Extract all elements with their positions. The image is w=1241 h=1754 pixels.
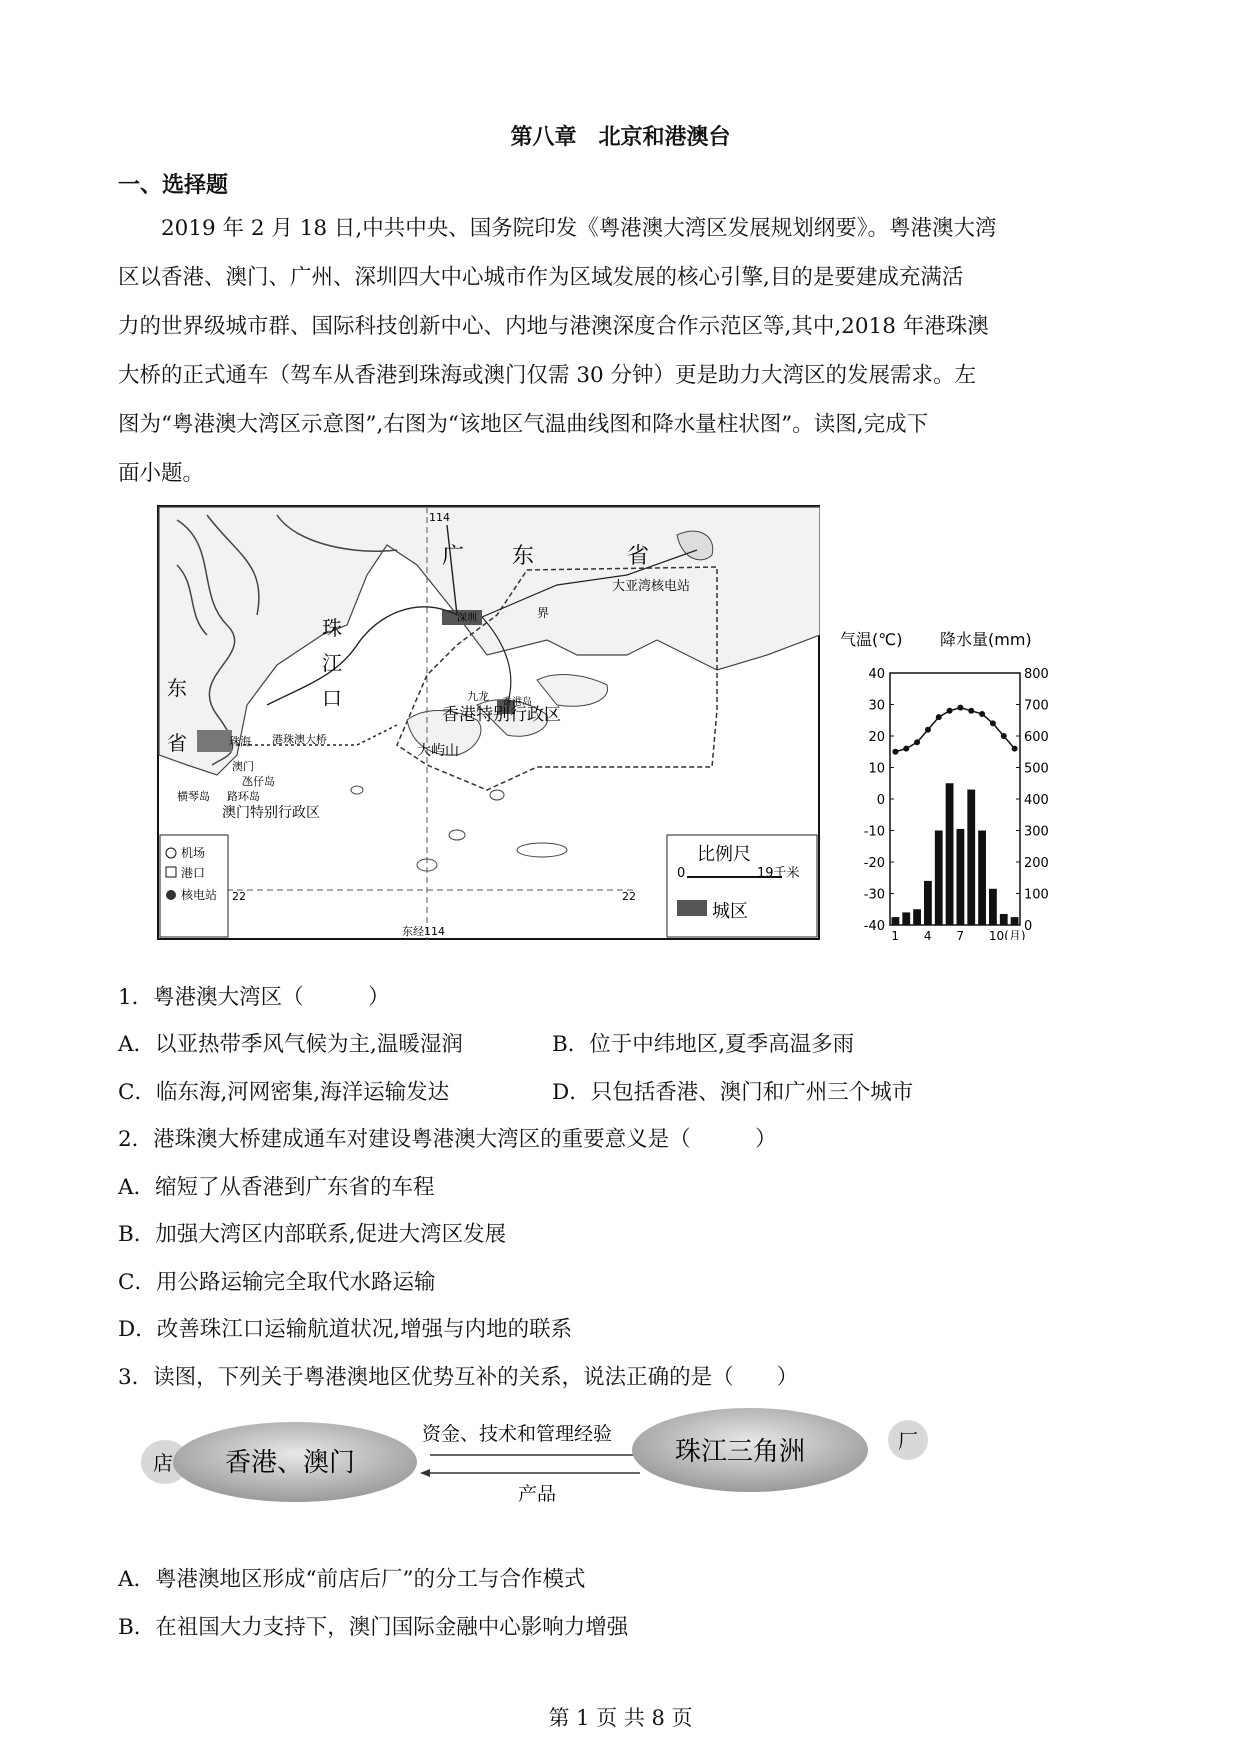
question-1: 1．粤港澳大湾区（ ）	[118, 985, 390, 1010]
intro-paragraph	[118, 204, 1128, 498]
q1-option-c[interactable]: C．临东海,河网密集,海洋运输发达	[118, 1080, 450, 1105]
temp-point	[925, 727, 931, 733]
temp-line	[895, 708, 1014, 752]
q2-option-d[interactable]: D．改善珠江口运输航道状况,增强与内地的联系	[118, 1317, 573, 1342]
precip-tick-label: 200	[1024, 856, 1049, 871]
intro-line-4: 大桥的正式通车（驾车从香港到珠海或澳门仅需 30 分钟）更是助力大湾区的发展需求。左	[118, 363, 977, 388]
map-label-east: 东	[167, 676, 187, 700]
temp-point	[990, 720, 996, 726]
temp-tick-label: 0	[876, 793, 885, 808]
map-label-shenzhen: 深圳	[457, 613, 477, 624]
intro-line-2: 区以香港、澳门、广州、深圳四大中心城市作为区域发展的核心引擎,目的是要建成充满活	[118, 265, 964, 290]
precip-bar	[924, 881, 932, 925]
temp-tick-label: -40	[863, 919, 885, 934]
q3-option-a[interactable]: A．粤港澳地区形成“前店后厂”的分工与合作模式	[118, 1567, 586, 1592]
map-label-hengqin: 横琴岛	[177, 790, 210, 803]
precip-bar	[935, 831, 943, 926]
month-tick-label: 1	[891, 929, 900, 940]
precip-tick-label: 100	[1024, 887, 1049, 903]
legend-nuclear: 核电站	[181, 888, 218, 902]
precip-tick-label: 400	[1024, 793, 1049, 808]
intro-line-6: 面小题。	[118, 461, 205, 486]
map-label-jie: 界	[537, 606, 550, 620]
hk-macau-oval: 香港、澳门	[225, 1448, 356, 1478]
intro-line-1: 2019 年 2 月 18 日,中共中央、国务院印发《粤港澳大湾区发展规划纲要》。粤港澳大湾	[161, 216, 997, 241]
temp-point	[968, 708, 974, 714]
month-tick-label: 10(月)	[988, 929, 1026, 940]
nuclear-plant-icon	[166, 890, 176, 900]
map-label-zhu: 珠	[322, 616, 342, 640]
precip-bar	[946, 783, 954, 925]
temp-point	[892, 749, 898, 755]
precip-bar	[967, 790, 975, 925]
section-heading: 一、选择题	[118, 172, 229, 198]
temp-tick-label: -30	[863, 887, 885, 903]
bay-area-map	[157, 505, 820, 940]
precip-tick-label: 0	[1024, 919, 1033, 934]
bottom-arrow-label: 产品	[518, 1483, 557, 1505]
parallel-right-label: 22	[622, 890, 636, 903]
q1-option-b[interactable]: B．位于中纬地区,夏季高温多雨	[552, 1032, 855, 1057]
q2-option-c[interactable]: C．用公路运输完全取代水路运输	[118, 1270, 436, 1295]
cooperation-diagram	[130, 1405, 970, 1515]
precip-bar	[1011, 917, 1019, 925]
temp-tick-label: 20	[868, 730, 885, 745]
temp-tick-label: 40	[868, 667, 885, 682]
map-label-guang: 广	[442, 544, 465, 569]
map-label-taipa: 氹仔岛	[242, 775, 275, 788]
precip-bar	[892, 917, 900, 925]
store-tag: 店	[153, 1451, 173, 1475]
meridian-bottom-label: 东经114	[402, 925, 445, 938]
map-label-coloane: 路环岛	[227, 790, 260, 803]
temp-point	[903, 746, 909, 752]
parallel-left-label: 22	[232, 890, 246, 903]
q3-option-b[interactable]: B．在祖国大力支持下，澳门国际金融中心影响力增强	[118, 1615, 629, 1640]
meridian-top-label: 114	[429, 511, 450, 524]
map-label-jiang: 江	[322, 651, 342, 675]
q2-option-a[interactable]: A．缩短了从香港到广东省的车程	[118, 1175, 435, 1200]
prd-oval: 珠江三角洲	[675, 1437, 806, 1467]
temp-point	[957, 705, 963, 711]
map-label-zhuhai: 珠海	[229, 735, 251, 748]
temp-point	[1012, 746, 1018, 752]
precip-bar	[989, 889, 997, 925]
temp-tick-label: 10	[868, 761, 885, 777]
legend-port: 港口	[181, 866, 206, 880]
map-label-hkisland: 香港岛	[502, 697, 532, 708]
precip-tick-label: 700	[1024, 698, 1049, 714]
precip-tick-label: 300	[1024, 824, 1049, 840]
legend-urban: 城区	[712, 901, 748, 922]
temp-point	[936, 714, 942, 720]
precip-bar	[978, 831, 986, 926]
temp-point	[979, 711, 985, 717]
intro-line-5: 图为“粤港澳大湾区示意图”,右图为“该地区气温曲线图和降水量柱状图”。读图,完成下	[118, 412, 929, 437]
temp-tick-label: 30	[868, 698, 885, 714]
q2-option-b[interactable]: B．加强大湾区内部联系,促进大湾区发展	[118, 1222, 507, 1247]
map-label-hk: 香港特别行政区	[442, 705, 561, 725]
page-footer: 第 1 页 共 8 页	[548, 1706, 693, 1730]
map-label-dong: 东	[512, 544, 535, 569]
map-label-province: 省	[167, 731, 187, 755]
precip-bar	[902, 912, 910, 925]
month-tick-label: 4	[923, 929, 932, 940]
top-arrow-label: 资金、技术和管理经验	[422, 1423, 613, 1445]
precip-tick-label: 500	[1024, 761, 1049, 777]
temp-point	[947, 708, 953, 714]
legend-airport: 机场	[181, 846, 206, 860]
scale-max: 19千米	[757, 866, 800, 881]
precip-bar	[1000, 914, 1008, 925]
map-label-macau: 澳门特别行政区	[222, 805, 320, 821]
scale-min: 0	[677, 866, 686, 881]
map-label-sheng: 省	[627, 544, 650, 569]
chapter-title: 第八章 北京和港澳台	[510, 124, 731, 150]
precip-axis-label: 降水量(mm)	[940, 630, 1032, 649]
temp-point	[1001, 733, 1007, 739]
map-label-daya: 大亚湾核电站	[612, 579, 691, 594]
map-label-dayushan: 大屿山	[417, 743, 459, 759]
map-label-jiulong: 九龙	[467, 690, 489, 703]
climate-chart	[840, 625, 1050, 940]
factory-tag: 厂	[898, 1429, 918, 1453]
temp-tick-label: -20	[863, 856, 885, 871]
question-2: 2．港珠澳大桥建成通车对建设粤港澳大湾区的重要意义是（ ）	[118, 1127, 777, 1152]
temp-tick-label: -10	[863, 824, 885, 840]
plot-frame	[890, 673, 1020, 925]
temp-axis-label: 气温(℃)	[840, 630, 903, 649]
month-tick-label: 7	[956, 929, 965, 940]
precip-bar	[913, 909, 921, 925]
precip-tick-label: 800	[1024, 667, 1049, 682]
precip-tick-label: 600	[1024, 730, 1049, 745]
precip-bar	[957, 829, 965, 925]
temp-point	[914, 739, 920, 745]
intro-line-3: 力的世界级城市群、国际科技创新中心、内地与港澳深度合作示范区等,其中,2018 年港珠澳	[118, 314, 989, 339]
scale-title: 比例尺	[697, 844, 751, 865]
map-label-aomen: 澳门	[232, 760, 254, 773]
q1-option-d[interactable]: D．只包括香港、澳门和广州三个城市	[552, 1080, 914, 1105]
question-3: 3．读图，下列关于粤港澳地区优势互补的关系，说法正确的是（ ）	[118, 1365, 799, 1390]
map-label-kou: 口	[322, 686, 342, 710]
map-label-bridge: 港珠澳大桥	[272, 733, 327, 746]
q1-option-a[interactable]: A．以亚热带季风气候为主,温暖湿润	[118, 1032, 463, 1057]
